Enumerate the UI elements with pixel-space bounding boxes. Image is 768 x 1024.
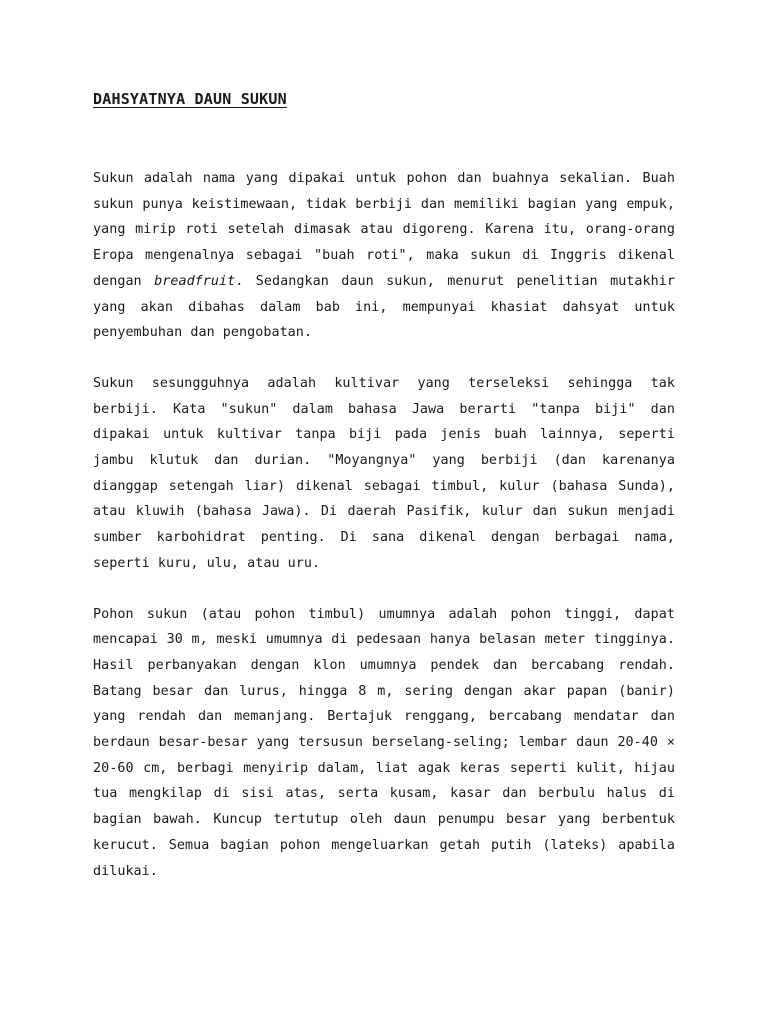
paragraph-2: Sukun sesungguhnya adalah kultivar yang terseleksi sehingga tak berbiji. Kata "sukun" dalam bahasa Jawa berarti "tanpa biji" dan dipakai untuk kultivar tanpa biji pada jenis buah lainnya, seperti jambu klutuk dan durian. "Moyangnya" yang berbiji (dan karenanya dianggap setengah liar) dikenal sebagai timbul, kulur (bahasa Sunda), atau kluwih (bahasa Jawa). Di daerah Pasifik, kulur dan sukun menjadi sumber karbohidrat penting. Di sana dikenal dengan berbagai nama, seperti kuru, ulu, atau uru. [93, 375, 675, 571]
paragraph-1 [93, 166, 675, 346]
paragraph-3: Pohon sukun (atau pohon timbul) umumnya adalah pohon tinggi, dapat mencapai 30 m, meski umumnya di pedesaan hanya belasan meter tingginya. Hasil perbanyakan dengan klon umumnya pendek dan bercabang rendah. Batang besar dan lurus, hingga 8 m, sering dengan akar papan (banir) yang rendah dan memanjang. Bertajuk renggang, bercabang mendatar dan berdaun besar-besar yang tersusun berselang-seling; lembar daun 20-40 × 20-60 cm, berbagi menyirip dalam, liat agak keras seperti kulit, hijau tua mengkilap di sisi atas, serta kusam, kasar dan berbulu halus di bagian bawah. Kuncup tertutup oleh daun penumpu besar yang berbentuk kerucut. Semua bagian pohon mengeluarkan getah putih (lateks) apabila dilukai. [93, 606, 675, 879]
paragraph-1-italic-term: breadfruit [154, 273, 236, 289]
document-title: DAHSYATNYA DAUN SUKUN [93, 90, 287, 108]
paragraph-1-text-before: Sukun adalah nama yang dipakai untuk pohon dan buahnya sekalian. Buah sukun punya keistimewaan, tidak berbiji dan memiliki bagian yang empuk, yang mirip roti setelah dimasak atau digoreng. Karena itu, orang-orang Eropa mengenalnya sebagai "buah roti", maka sukun di Inggris dikenal dengan [93, 171, 675, 289]
document-page [93, 88, 675, 884]
paragraph-1-text-after: . Sedangkan daun sukun, menurut penelitian mutakhir yang akan dibahas dalam bab ini, mempunyai khasiat dahsyat untuk penyembuhan dan pengobatan. [93, 273, 675, 341]
